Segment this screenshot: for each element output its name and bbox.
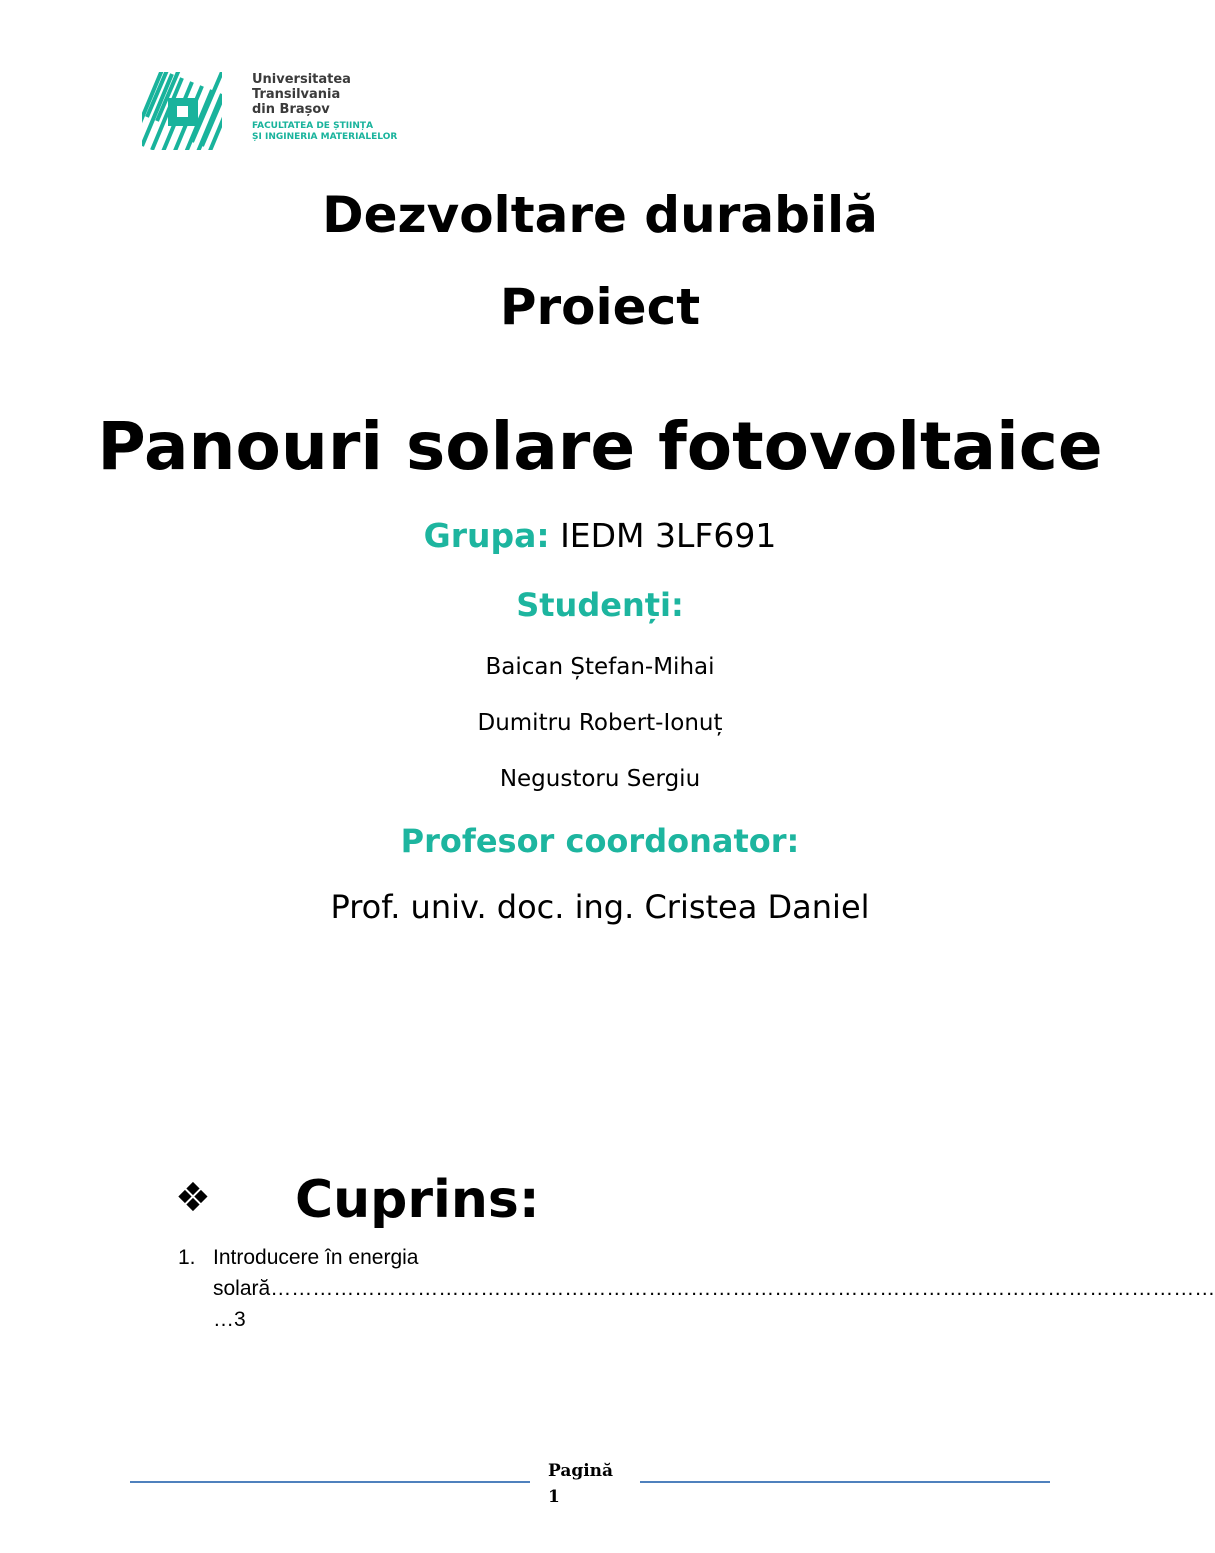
student-name: Dumitru Robert-Ionuț	[477, 710, 723, 736]
footer-page-label: Pagină	[548, 1461, 614, 1481]
coordinator-label: Profesor coordonator:	[400, 822, 800, 860]
group-label: Grupa:	[423, 516, 550, 555]
toc-entry-leader: solară………………………………………………………………………………………………………………………	[213, 1277, 1215, 1300]
footer-rule-left	[130, 1481, 530, 1483]
diamond-bullet-icon: ❖	[175, 1175, 211, 1221]
group-value: IEDM 3LF691	[560, 516, 777, 555]
group-line	[0, 516, 1200, 555]
student-name: Negustoru Sergiu	[499, 766, 701, 792]
toc-entry-number: 1.	[178, 1246, 196, 1269]
logo-university-line: din Brașov	[252, 102, 330, 117]
toc-heading	[175, 1170, 540, 1230]
logo-mark-icon	[142, 72, 224, 152]
university-logo	[142, 72, 402, 154]
document-type-title: Proiect	[499, 278, 701, 336]
logo-university-line: Transilvania	[252, 87, 341, 102]
toc-entry-page: …3	[213, 1308, 246, 1331]
coordinator-name: Prof. univ. doc. ing. Cristea Daniel	[330, 888, 870, 926]
footer-page-number	[548, 1458, 613, 1510]
logo-university-line: Universitatea	[252, 72, 351, 87]
student-name: Baican Ștefan-Mihai	[485, 654, 715, 680]
toc-heading-text: Cuprins:	[295, 1170, 540, 1230]
project-topic-title: Panouri solare fotovoltaice	[97, 408, 1103, 485]
footer-rule-right	[640, 1481, 1050, 1483]
course-title: Dezvoltare durabilă	[322, 186, 878, 244]
logo-faculty-line: ȘI INGINERIA MATERIALELOR	[252, 132, 398, 142]
logo-faculty-line: FACULTATEA DE ȘTIINȚA	[252, 121, 374, 131]
students-label: Studenți:	[516, 586, 684, 624]
footer-page-value: 1	[548, 1487, 560, 1507]
toc-entry-title: Introducere în energia	[213, 1246, 419, 1269]
